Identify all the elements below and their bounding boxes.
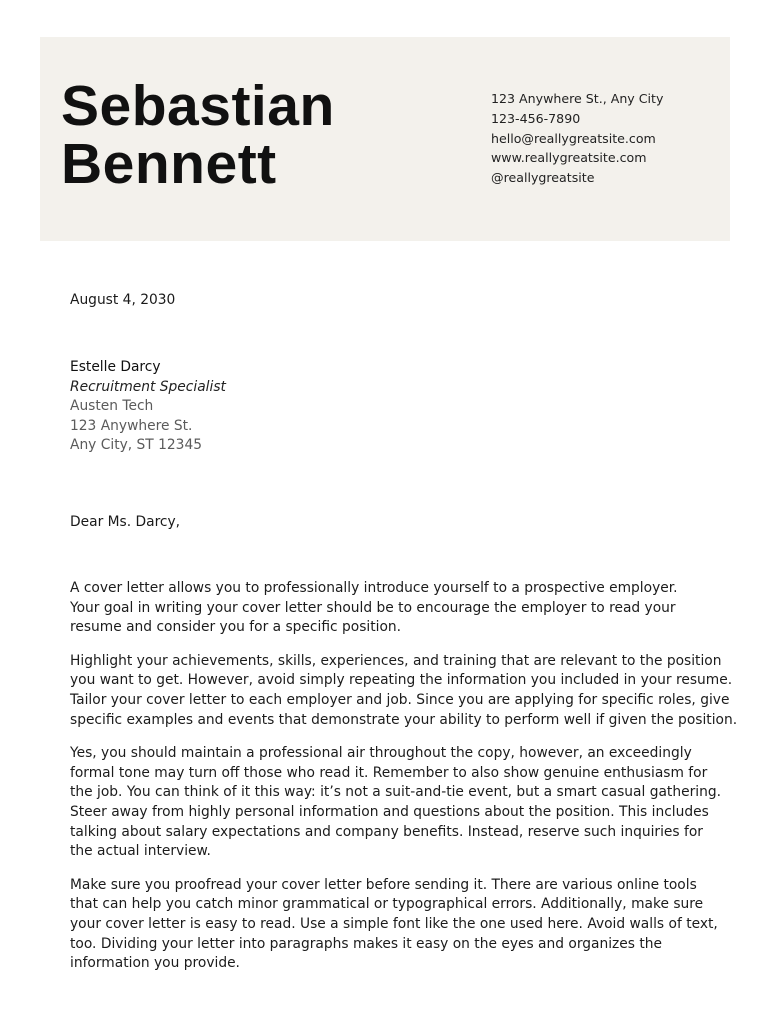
recipient-block	[70, 358, 226, 456]
body-line: too. Dividing your letter into paragraphs makes it easy on the eyes and organizes the	[70, 935, 662, 952]
body-line: resume and consider you for a specific position.	[70, 619, 402, 636]
body-line: Your goal in writing your cover letter should be to encourage the employer to read your	[70, 599, 676, 616]
recipient-company: Austen Tech	[70, 398, 154, 415]
body-line: talking about salary expectations and company benefits. Instead, reserve such inquiries for	[70, 823, 703, 840]
contact-info	[491, 89, 663, 188]
body-line: formal tone may turn off those who read it. Remember to also show genuine enthusiasm for	[70, 764, 708, 781]
contact-email[interactable]: hello@reallygreatsite.com	[491, 130, 656, 146]
salutation: Dear Ms. Darcy,	[70, 514, 181, 530]
letter-date: August 4, 2030	[70, 292, 176, 308]
sender-name	[61, 74, 335, 196]
letterhead	[40, 37, 730, 241]
body-line: that can help you catch minor grammatical or typographical errors. Additionally, make sure	[70, 896, 704, 913]
body-paragraph	[70, 579, 730, 638]
body-paragraph	[70, 744, 730, 862]
body-line: you want to get. However, avoid simply repeating the information you included in your resume.	[70, 672, 733, 689]
recipient-name: Estelle Darcy	[70, 359, 161, 375]
body-line: Steer away from highly personal information and questions about the position. This includes	[70, 803, 709, 820]
body-line: Tailor your cover letter to each employer and job. Since you are applying for specific roles, give	[70, 691, 730, 708]
contact-phone: 123-456-7890	[491, 110, 581, 126]
sender-last-name: Bennett	[61, 132, 277, 196]
recipient-street: 123 Anywhere St.	[70, 417, 193, 434]
body-line: information you provide.	[70, 955, 240, 972]
contact-social-handle: @reallygreatsite	[491, 170, 595, 186]
body-line: Highlight your achievements, skills, experiences, and training that are relevant to the position	[70, 652, 722, 669]
contact-website[interactable]: www.reallygreatsite.com	[491, 150, 647, 166]
recipient-title: Recruitment Specialist	[70, 378, 226, 395]
letter-body	[70, 579, 738, 988]
body-line: your cover letter is easy to read. Use a simple font like the one used here. Avoid walls of text,	[70, 915, 718, 932]
sender-first-name: Sebastian	[61, 74, 335, 138]
contact-address: 123 Anywhere St., Any City	[491, 91, 664, 106]
body-line: the actual interview.	[70, 843, 211, 860]
body-line: Make sure you proofread your cover letter before sending it. There are various online tools	[70, 876, 697, 893]
body-line: specific examples and events that demonstrate your ability to perform well if given the position.	[70, 711, 738, 728]
body-line: Yes, you should maintain a professional air throughout the copy, however, an exceedingly	[70, 745, 692, 762]
body-paragraph	[70, 652, 738, 730]
body-line: A cover letter allows you to professionally introduce yourself to a prospective employer.	[70, 580, 678, 596]
body-paragraph	[70, 876, 730, 974]
recipient-city: Any City, ST 12345	[70, 437, 203, 454]
body-line: the job. You can think of it this way: it’s not a suit-and-tie event, but a smart casual gathering.	[70, 784, 721, 801]
